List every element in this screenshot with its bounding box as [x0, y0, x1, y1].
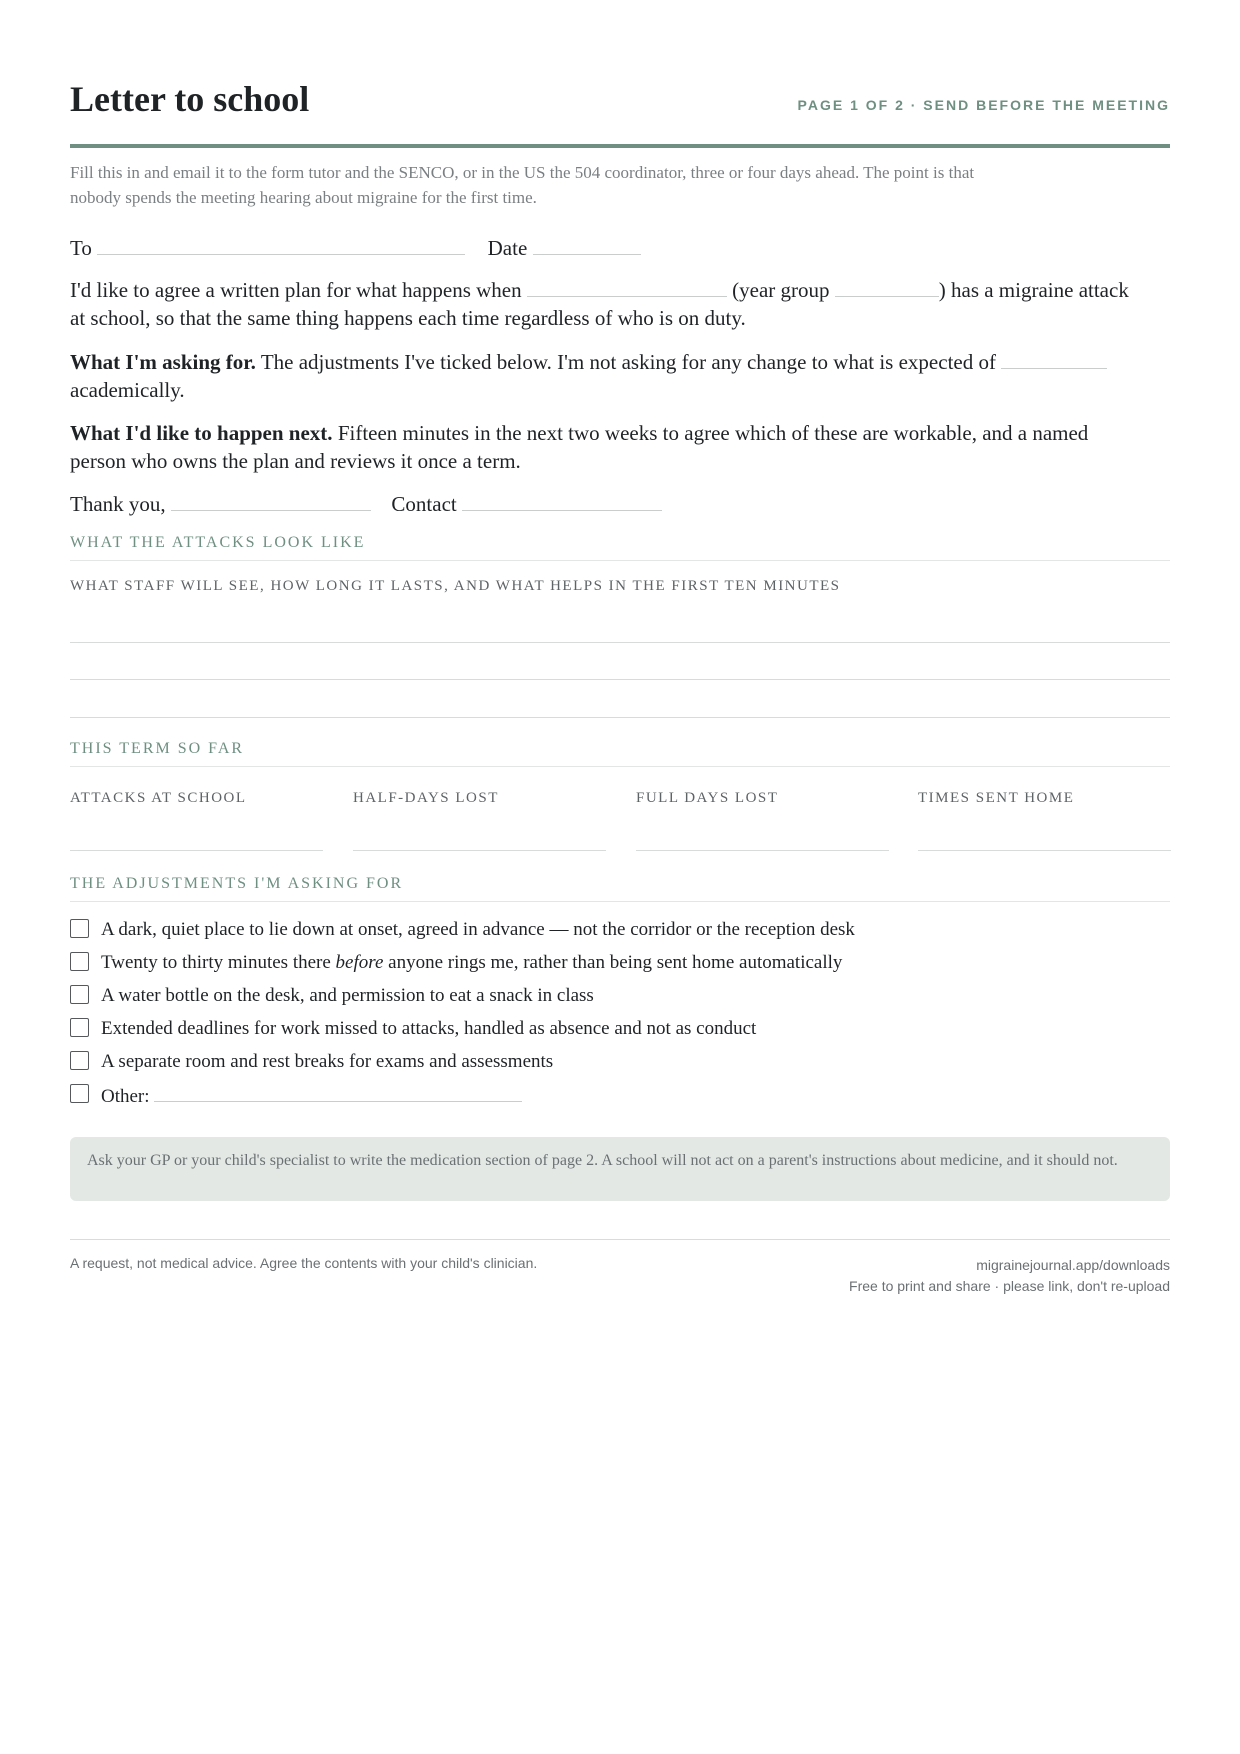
adjustment-label: Extended deadlines for work missed to attacks, handled as absence and not as conduct — [101, 1018, 757, 1039]
date-field[interactable] — [533, 234, 641, 255]
list-item — [70, 1083, 1170, 1116]
footer-disclaimer: A request, not medical advice. Agree the contents with your child's clinician. — [70, 1255, 538, 1271]
to-field[interactable] — [97, 234, 465, 255]
intro-text — [70, 160, 1170, 210]
stat-full-days-lost[interactable] — [636, 790, 889, 851]
list-item — [70, 984, 1170, 1017]
adjustments-heading: THE ADJUSTMENTS I'M ASKING FOR — [70, 875, 1170, 902]
attacks-heading: WHAT THE ATTACKS LOOK LIKE — [70, 534, 1170, 561]
checkbox-extended-deadlines[interactable] — [70, 1018, 89, 1037]
stat-half-days-lost[interactable] — [353, 790, 606, 851]
paragraph-request — [70, 276, 1170, 332]
list-item — [70, 1050, 1170, 1083]
footer-right — [849, 1255, 1170, 1297]
stat-attacks-at-school[interactable] — [70, 790, 323, 851]
stat-label: TIMES SENT HOME — [918, 790, 1075, 806]
page-header — [70, 78, 1170, 148]
contact-label: Contact — [391, 492, 457, 516]
date-label: Date — [487, 236, 528, 260]
checkbox-quiet-place[interactable] — [70, 919, 89, 938]
p1-text-a: I'd like to agree a written plan for what happens when — [70, 278, 522, 302]
other-field[interactable] — [154, 1083, 522, 1102]
page-footer — [70, 1239, 1170, 1294]
stat-times-sent-home[interactable] — [918, 790, 1171, 851]
p1-line-2: at school, so that the same thing happens each time regardless of who is on duty. — [70, 306, 746, 330]
child-name-field-2[interactable] — [1001, 348, 1107, 369]
term-heading: THIS TERM SO FAR — [70, 740, 1170, 767]
list-item — [70, 951, 1170, 984]
list-item — [70, 918, 1170, 951]
attacks-write-line-3[interactable] — [70, 717, 1170, 718]
checkbox-water-snack[interactable] — [70, 985, 89, 1004]
signoff-line — [70, 490, 1170, 518]
attacks-prompt: WHAT STAFF WILL SEE, HOW LONG IT LASTS, AND WHAT HELPS IN THE FIRST TEN MINUTES — [70, 578, 841, 594]
footer-url[interactable]: migrainejournal.app/downloads — [976, 1257, 1170, 1273]
p2-line-2: academically. — [70, 378, 185, 402]
other-label: Other: — [101, 1086, 150, 1107]
p2-lead: What I'm asking for. — [70, 350, 256, 374]
thanks-label: Thank you, — [70, 492, 166, 516]
p1-text-b: (year group — [732, 278, 830, 302]
stat-label: FULL DAYS LOST — [636, 790, 779, 806]
checkbox-rest-time[interactable] — [70, 952, 89, 971]
adjustment-label-part: Twenty to thirty minutes there — [101, 952, 331, 973]
medication-note: Ask your GP or your child's specialist to write the medication section of page 2. A school will not act on a parent's instructions about medicine, and it should not. — [70, 1137, 1170, 1201]
adjustment-label — [101, 1083, 522, 1109]
attacks-write-line-1[interactable] — [70, 642, 1170, 643]
to-date-line — [70, 234, 1170, 262]
paragraph-next-steps — [70, 419, 1170, 475]
stat-label: HALF-DAYS LOST — [353, 790, 499, 806]
checkbox-other[interactable] — [70, 1084, 89, 1103]
to-label: To — [70, 236, 92, 260]
intro-line-1: Fill this in and email it to the form tutor and the SENCO, or in the US the 504 coordinator, three or four days ahead. The point is that — [70, 163, 975, 182]
contact-field[interactable] — [462, 490, 662, 511]
p2-text: The adjustments I've ticked below. I'm not asking for any change to what is expected of — [260, 350, 996, 374]
stat-label: ATTACKS AT SCHOOL — [70, 790, 247, 806]
adjustment-label-part: anyone rings me, rather than being sent home automatically — [388, 952, 843, 973]
signature-field[interactable] — [171, 490, 371, 511]
intro-line-2: nobody spends the meeting hearing about migraine for the first time. — [70, 188, 537, 207]
paragraph-asking-for — [70, 348, 1170, 404]
adjustment-label: A dark, quiet place to lie down at onset, agreed in advance — not the corridor or the reception desk — [101, 919, 855, 940]
adjustment-label — [101, 951, 842, 975]
p1-text-c: ) has a migraine attack — [938, 278, 1129, 302]
footer-license: Free to print and share · please link, don't re-upload — [849, 1278, 1170, 1294]
attacks-write-line-2[interactable] — [70, 679, 1170, 680]
adjustments-list — [70, 918, 1170, 1116]
checkbox-exam-room[interactable] — [70, 1051, 89, 1070]
page-title: Letter to school — [70, 79, 310, 119]
adjustment-label: A separate room and rest breaks for exams and assessments — [101, 1051, 554, 1072]
p3-line-2: person who owns the plan and reviews it once a term. — [70, 449, 521, 473]
adjustment-emphasis: before — [335, 952, 384, 973]
child-name-field[interactable] — [527, 276, 727, 297]
p3-text: Fifteen minutes in the next two weeks to agree which of these are workable, and a named — [337, 421, 1089, 445]
page-tag: PAGE 1 OF 2 · SEND BEFORE THE MEETING — [797, 97, 1170, 113]
list-item — [70, 1017, 1170, 1050]
term-stats — [70, 790, 1170, 850]
adjustment-label: A water bottle on the desk, and permission to eat a snack in class — [101, 985, 594, 1006]
year-group-field[interactable] — [835, 276, 939, 297]
p3-lead: What I'd like to happen next. — [70, 421, 333, 445]
